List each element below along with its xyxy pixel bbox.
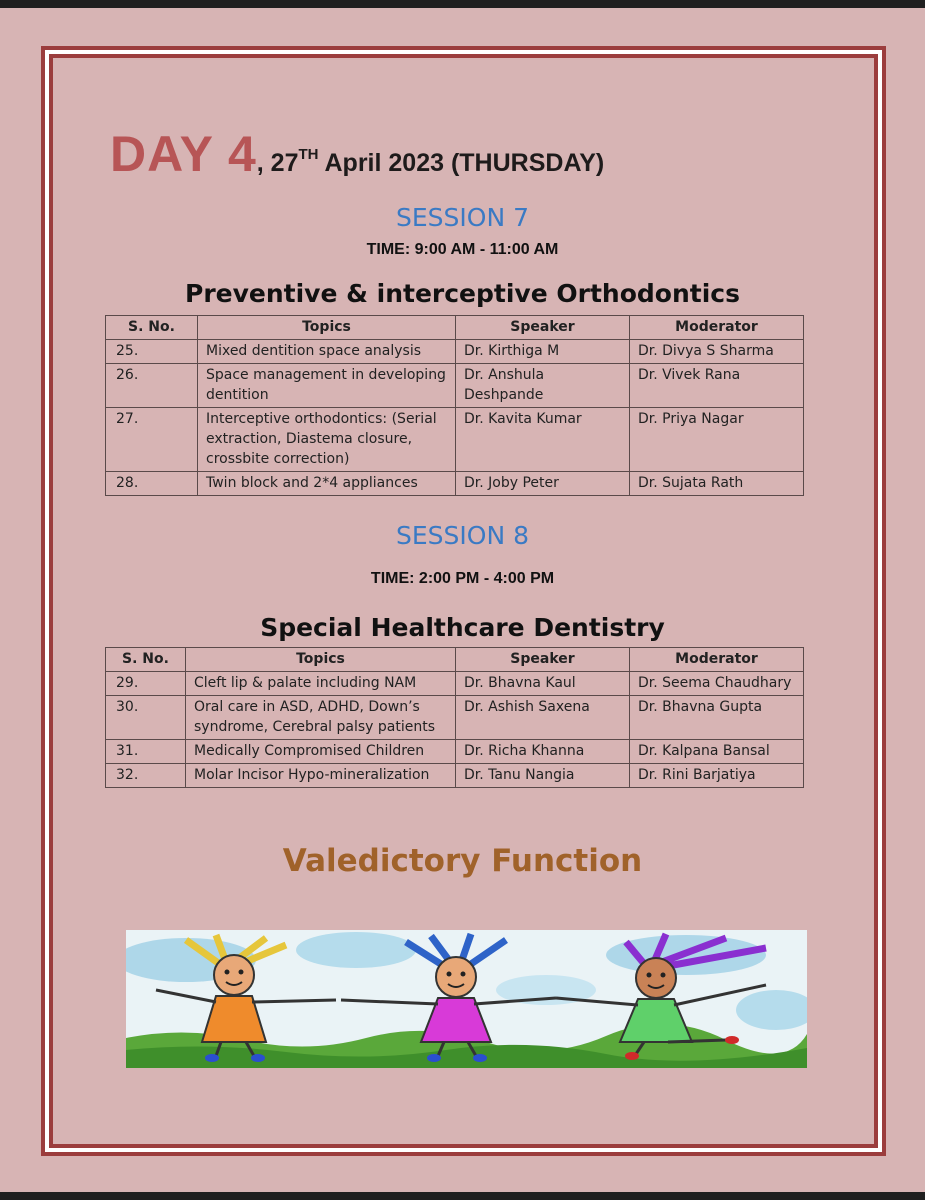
speaker-cell: Dr. Richa Khanna <box>456 740 630 764</box>
children-illustration <box>126 930 807 1068</box>
serial-number: 26. <box>106 364 198 408</box>
cloud-patch <box>296 932 416 968</box>
serial-number: 32. <box>106 764 186 788</box>
page-title <box>110 125 830 183</box>
session-7-table <box>105 315 804 496</box>
serial-number: 29. <box>106 672 186 696</box>
column-header: S. No. <box>106 316 198 340</box>
column-header: S. No. <box>106 648 186 672</box>
table-row <box>106 408 804 472</box>
date-suffix: April 2023 (THURSDAY) <box>318 149 605 177</box>
topic-cell: Interceptive orthodontics: (Serial extraction, Diastema closure, crossbite correction) <box>198 408 456 472</box>
date-prefix: , 27 <box>256 149 299 177</box>
column-header: Speaker <box>456 648 630 672</box>
table-row <box>106 696 804 740</box>
date-ordinal: TH <box>298 145 319 163</box>
serial-number: 31. <box>106 740 186 764</box>
speaker-cell: Dr. Bhavna Kaul <box>456 672 630 696</box>
speaker-cell: Dr. Kavita Kumar <box>456 408 630 472</box>
column-header: Moderator <box>630 316 804 340</box>
moderator-cell: Dr. Vivek Rana <box>630 364 804 408</box>
session-8-topic: Special Healthcare Dentistry <box>260 613 665 642</box>
serial-number: 25. <box>106 340 198 364</box>
moderator-cell: Dr. Seema Chaudhary <box>630 672 804 696</box>
date-label <box>256 145 605 177</box>
speaker-cell: Dr. Kirthiga M <box>456 340 630 364</box>
column-header: Moderator <box>630 648 804 672</box>
speaker-cell: Dr. Anshula Deshpande <box>456 364 630 408</box>
moderator-cell: Dr. Priya Nagar <box>630 408 804 472</box>
session-7-time: TIME: 9:00 AM - 11:00 AM <box>366 241 559 258</box>
topic-cell: Cleft lip & palate including NAM <box>186 672 456 696</box>
table-row <box>106 764 804 788</box>
table-row <box>106 672 804 696</box>
topic-cell: Twin block and 2*4 appliances <box>198 472 456 496</box>
moderator-cell: Dr. Bhavna Gupta <box>630 696 804 740</box>
topic-cell: Molar Incisor Hypo-mineralization <box>186 764 456 788</box>
table-header-row <box>106 316 804 340</box>
speaker-cell: Dr. Tanu Nangia <box>456 764 630 788</box>
topic-cell: Space management in developing dentition <box>198 364 456 408</box>
table-row <box>106 740 804 764</box>
session-8-title: SESSION 8 <box>395 521 529 550</box>
moderator-cell: Dr. Divya S Sharma <box>630 340 804 364</box>
topic-cell: Oral care in ASD, ADHD, Down’s syndrome, Cerebral palsy patients <box>186 696 456 740</box>
session-8-time: TIME: 2:00 PM - 4:00 PM <box>370 570 555 587</box>
session-7-topic: Preventive & interceptive Orthodontics <box>185 279 740 308</box>
moderator-cell: Dr. Rini Barjatiya <box>630 764 804 788</box>
serial-number: 30. <box>106 696 186 740</box>
column-header: Topics <box>186 648 456 672</box>
table-header-row <box>106 648 804 672</box>
column-header: Topics <box>198 316 456 340</box>
valedictory-heading: Valedictory Function <box>282 843 643 879</box>
moderator-cell: Dr. Sujata Rath <box>630 472 804 496</box>
topic-cell: Medically Compromised Children <box>186 740 456 764</box>
session-7-title: SESSION 7 <box>395 203 529 232</box>
day-label: DAY 4 <box>110 126 257 182</box>
serial-number: 27. <box>106 408 198 472</box>
moderator-cell: Dr. Kalpana Bansal <box>630 740 804 764</box>
table-row <box>106 364 804 408</box>
session-8-table <box>105 647 804 788</box>
speaker-cell: Dr. Joby Peter <box>456 472 630 496</box>
serial-number: 28. <box>106 472 198 496</box>
table-row <box>106 340 804 364</box>
speaker-cell: Dr. Ashish Saxena <box>456 696 630 740</box>
column-header: Speaker <box>456 316 630 340</box>
table-row <box>106 472 804 496</box>
topic-cell: Mixed dentition space analysis <box>198 340 456 364</box>
